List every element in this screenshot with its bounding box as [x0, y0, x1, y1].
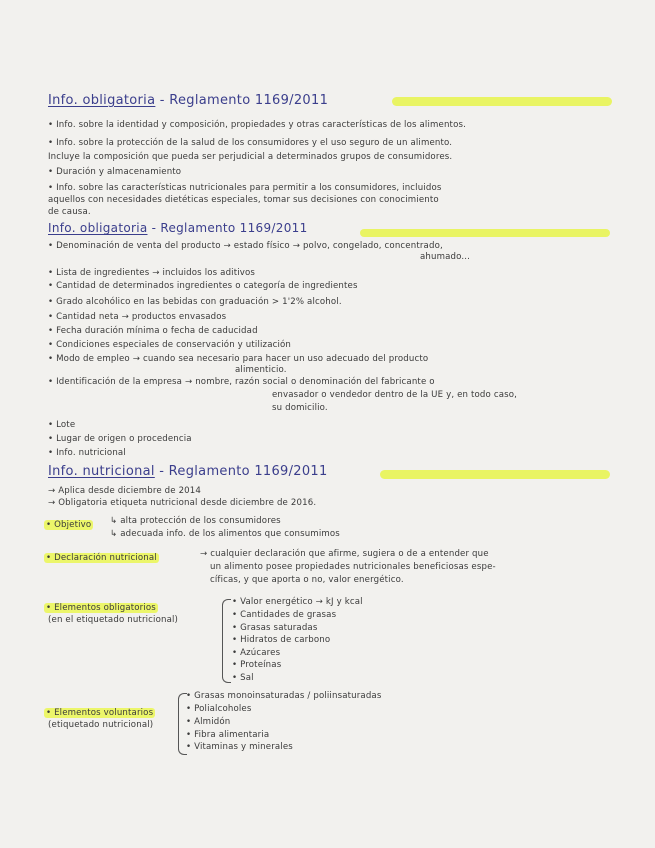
- s2-line-8: • Modo de empleo → cuando sea necesario para hacer un uso adecuado del producto: [48, 354, 429, 364]
- section3-title-rest: - Reglamento 1169/2011: [154, 464, 328, 479]
- obligatorios-brace: [222, 599, 231, 683]
- s2-line-14: • Lugar de origen o procedencia: [48, 434, 192, 444]
- s2-line-11: envasador o vendedor dentro de la UE y, en todo caso,: [272, 390, 518, 400]
- s1-line-1: • Info. sobre la protección de la salud de los consumidores y el uso seguro de un alimento.: [48, 138, 453, 148]
- s2-line-5: • Cantidad neta → productos envasados: [48, 312, 227, 322]
- declaracion-line-1: un alimento posee propiedades nutricionales beneficiosas espe-: [210, 562, 496, 572]
- s2-line-1: ahumado...: [420, 252, 471, 262]
- voluntarios-item-3: • Fibra alimentaria: [186, 730, 270, 740]
- highlight-stroke: [392, 97, 612, 106]
- section3-title-lead: Info. nutricional: [48, 464, 155, 479]
- s1-line-6: de causa.: [48, 207, 91, 217]
- s1-line-5: aquellos con necesidades dietéticas especiales, tomar sus decisiones con conocimiento: [48, 195, 439, 205]
- s1-line-2: Incluye la composición que pueda ser perjudicial a determinados grupos de consumidores.: [48, 152, 453, 162]
- voluntarios-label: [44, 708, 155, 718]
- obligatorios-item-2: • Grasas saturadas: [232, 623, 318, 633]
- section2-title-rest: - Reglamento 1169/2011: [147, 221, 308, 235]
- voluntarios-item-4: • Vitaminas y minerales: [186, 742, 293, 752]
- objetivo-label: [44, 520, 93, 530]
- declaracion-label-text: • Declaración nutricional: [46, 553, 157, 563]
- obligatorios-label: [44, 603, 158, 613]
- section2-title-lead: Info. obligatoria: [48, 221, 148, 235]
- declaracion-line-0: → cualquier declaración que afirme, sugiera o de a entender que: [200, 549, 489, 559]
- s1-line-0: • Info. sobre la identidad y composición, propiedades y otras características de los alimentos.: [48, 120, 466, 130]
- obligatorios-sublabel: (en el etiquetado nutricional): [48, 615, 179, 625]
- obligatorios-label-text: • Elementos obligatorios: [46, 603, 156, 613]
- section2-title: [48, 221, 308, 235]
- s3-line-0: → Aplica desde diciembre de 2014: [48, 486, 202, 496]
- obligatorios-item-0: • Valor energético → kJ y kcal: [232, 597, 363, 607]
- section1-title-lead: Info. obligatoria: [48, 93, 156, 108]
- s1-line-3: • Duración y almacenamiento: [48, 167, 182, 177]
- declaracion-label: [44, 553, 159, 563]
- s2-line-12: su domicilio.: [272, 403, 328, 413]
- objetivo-label-text: • Objetivo: [46, 520, 92, 530]
- s2-line-9: alimenticio.: [235, 365, 287, 375]
- voluntarios-item-0: • Grasas monoinsaturadas / poliinsaturadas: [186, 691, 382, 701]
- obligatorios-item-4: • Azúcares: [232, 648, 281, 658]
- objetivo-item-1-text: adecuada info. de los alimentos que consumimos: [120, 529, 340, 539]
- objetivo-item-0-text: alta protección de los consumidores: [120, 516, 281, 526]
- s2-line-3: • Cantidad de determinados ingredientes o categoría de ingredientes: [48, 281, 358, 291]
- s2-line-0: • Denominación de venta del producto → estado físico → polvo, congelado, concentrado,: [48, 241, 443, 251]
- s3-line-1: → Obligatoria etiqueta nutricional desde diciembre de 2016.: [48, 498, 317, 508]
- s2-line-2: • Lista de ingredientes → incluidos los aditivos: [48, 268, 256, 278]
- s1-line-4: • Info. sobre las características nutricionales para permitir a los consumidores, incluidos: [48, 183, 442, 193]
- s2-line-10: • Identificación de la empresa → nombre, razón social o denominación del fabricante o: [48, 377, 435, 387]
- s2-line-4: • Grado alcohólico en las bebidas con graduación > 1'2% alcohol.: [48, 297, 342, 307]
- highlight-stroke: [360, 229, 610, 237]
- voluntarios-item-1: • Polialcoholes: [186, 704, 252, 714]
- voluntarios-sublabel: (etiquetado nutricional): [48, 720, 154, 730]
- s2-line-15: • Info. nutricional: [48, 448, 126, 458]
- s2-line-6: • Fecha duración mínima o fecha de caducidad: [48, 326, 258, 336]
- highlight-stroke: [380, 470, 610, 479]
- section3-title: [48, 464, 328, 479]
- obligatorios-item-5: • Proteínas: [232, 660, 282, 670]
- s2-line-13: • Lote: [48, 420, 76, 430]
- obligatorios-item-3: • Hidratos de carbono: [232, 635, 331, 645]
- voluntarios-label-text: • Elementos voluntarios: [46, 708, 154, 718]
- obligatorios-item-1: • Cantidades de grasas: [232, 610, 337, 620]
- section1-title: [48, 93, 328, 108]
- objetivo-item-1: ↳ adecuada info. de los alimentos que consumimos: [110, 529, 340, 539]
- s2-line-7: • Condiciones especiales de conservación y utilización: [48, 340, 292, 350]
- obligatorios-item-6: • Sal: [232, 673, 254, 683]
- voluntarios-item-2: • Almidón: [186, 717, 231, 727]
- objetivo-item-0: ↳ alta protección de los consumidores: [110, 516, 281, 526]
- declaracion-line-2: cíficas, y que aporta o no, valor energético.: [210, 575, 404, 585]
- section1-title-rest: - Reglamento 1169/2011: [155, 93, 329, 108]
